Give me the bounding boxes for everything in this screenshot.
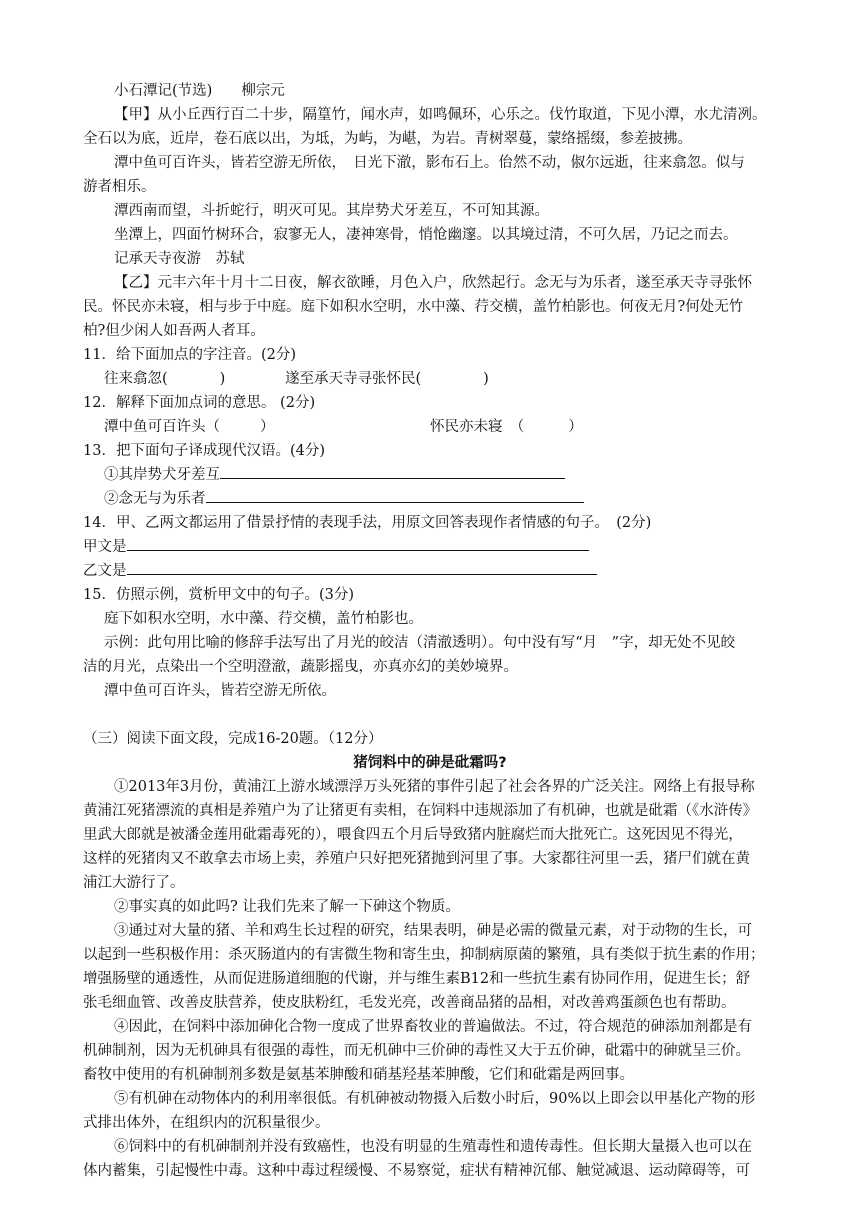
article-line: 里武大郎就是被潘金莲用砒霜毒死的），喂食四五个月后导致猪内脏腐烂而大批死亡。这死因见不得光，	[83, 827, 743, 843]
article-line: 机砷制剂，因为无机砷具有很强的毒性，而无机砷中三价砷的毒性又大于五价砷，砒霜中的砷就呈三价。	[83, 1043, 750, 1059]
article-line: 体内蓄集，引起慢性中毒。这种中毒过程缓慢、不易察觉，症状有精神沉郁、触觉减退、运动障碍等，可	[83, 1163, 750, 1179]
q15-quote: 庭下如积水空明，水中藻、荇交横，盖竹柏影也。	[104, 611, 423, 627]
article-line: 张毛细血管、改善皮肤营养，使皮肤粉红，毛发光亮，改善商品猪的品相，对改善鸡蛋颜色也有帮助。	[83, 995, 736, 1011]
article-line: ①2013年3月份，黄浦江上游水域漂浮万头死猪的事件引起了社会各界的广泛关注。网络上有报导称	[114, 779, 755, 795]
section-3-heading: （三）阅读下面文段，完成16-20题。（12分）	[83, 731, 383, 747]
q14-item-a-text: 甲文是	[83, 539, 127, 555]
article-title: 猪饲料中的砷是砒霜吗?	[353, 755, 507, 771]
q14-item-a	[83, 536, 589, 558]
question-11: 11．给下面加点的字注音。(2分)	[83, 347, 296, 363]
article-line: 黄浦江死猪漂流的真相是养殖户为了让猪更有卖相，在饲料中违规添加了有机砷，也就是砒霜（《水浒传》	[83, 803, 758, 819]
q14-item-b-text: 乙文是	[83, 563, 127, 579]
q12-item-a	[104, 416, 275, 438]
q13-item-b	[104, 488, 584, 510]
q14-answer-line-a[interactable]	[127, 536, 589, 551]
q14-answer-line-b[interactable]	[127, 560, 597, 575]
q11-item-b-text: 遂至承天寺寻张怀民(	[285, 371, 422, 387]
q12-item-a-close: ）	[260, 419, 275, 435]
passage-b-line: 民。怀民亦未寝，相与步于中庭。庭下如积水空明，水中藻、荇交横，盖竹柏影也。何夜无月?何处无竹	[83, 299, 744, 315]
passage-a-line: 游者相乐。	[83, 179, 156, 195]
question-14: 14．甲、乙两文都运用了借景抒情的表现手法，用原文回答表现作者情感的句子。 (2分)	[83, 515, 652, 531]
passage-a-line: 潭中鱼可百许头，皆若空游无所依， 日光下澈，影布石上。佁然不动，俶尔远逝，往来翕忽。似与	[114, 155, 745, 171]
article-line: ⑤有机砷在动物体内的利用率很低。有机砷被动物摄入后数小时后，90%以上即会以甲基化产物的形	[114, 1091, 756, 1107]
article-line: ④因此，在饲料中添加砷化合物一度成了世界畜牧业的普遍做法。不过，符合规范的砷添加剂都是有	[114, 1019, 752, 1035]
passage-a-title: 小石潭记(节选) 柳宗元	[114, 83, 285, 99]
q11-item-a-text: 往来翕忽(	[104, 371, 168, 387]
q12-item-b	[430, 416, 583, 438]
question-13: 13．把下面句子译成现代汉语。(4分)	[83, 443, 325, 459]
q13-item-a	[104, 464, 565, 486]
q13-item-b-text: ②念无与为乐者	[104, 491, 206, 507]
passage-b-line: 柏?但少闲人如吾两人者耳。	[83, 323, 265, 339]
q13-answer-line-b[interactable]	[206, 488, 584, 503]
article-line: 畜牧中使用的有机砷制剂多数是氨基苯胂酸和硝基羟基苯胂酸，它们和砒霜是两回事。	[83, 1067, 634, 1083]
passage-b-line: 【乙】元丰六年十月十二日夜，解衣欲睡，月色入户，欣然起行。念无与为乐者，遂至承天寺寻张怀	[114, 275, 752, 291]
question-12: 12．解释下面加点词的意思。 (2分)	[83, 395, 316, 411]
article-line: 以起到一些积极作用：杀灭肠道内的有害微生物和寄生虫，抑制病原菌的繁殖，具有类似于抗生素的作用；	[83, 947, 765, 963]
article-line: 增强肠壁的通透性，从而促进肠道细胞的代谢，并与维生素B12和一些抗生素有协同作用，促进生长；舒	[83, 971, 751, 987]
article-line: ②事实真的如此吗? 让我们先来了解一下砷这个物质。	[114, 899, 460, 915]
q15-example-line: 示例：此句用比喻的修辞手法写出了月光的皎洁（清澈透明）。句中没有写“月 ”字，却无处不见皎	[104, 635, 736, 651]
passage-a-line: 【甲】从小丘西行百二十步，隔篁竹，闻水声，如鸣佩环，心乐之。伐竹取道，下见小潭，水尤清冽。	[114, 107, 767, 123]
article-line: ③通过对大量的猪、羊和鸡生长过程的研究，结果表明，砷是必需的微量元素，对于动物的生长，可	[114, 923, 752, 939]
q12-item-b-text: 怀民亦未寝 （	[430, 419, 525, 435]
q15-task: 潭中鱼可百许头，皆若空游无所依。	[104, 683, 336, 699]
q12-item-b-close: ）	[568, 419, 583, 435]
passage-b-title: 记承天寺夜游 苏轼	[114, 251, 245, 267]
q13-item-a-text: ①其岸势犬牙差互	[104, 467, 220, 483]
question-15: 15．仿照示例，赏析甲文中的句子。(3分)	[83, 587, 354, 603]
article-line: 式排出体外，在组织内的沉积量很少。	[83, 1115, 330, 1131]
passage-a-line: 全石以为底，近岸，卷石底以出，为坻，为屿，为嵁，为岩。青树翠蔓，蒙络摇缀，参差披拂。	[83, 131, 692, 147]
passage-a-line: 坐潭上，四面竹树环合，寂寥无人，凄神寒骨，悄怆幽邃。以其境过清，不可久居，乃记之而去。	[114, 227, 738, 243]
q11-item-b-close: )	[483, 371, 489, 387]
article-line: ⑥饲料中的有机砷制剂并没有致癌性，也没有明显的生殖毒性和遗传毒性。但长期大量摄入也可以在	[114, 1139, 752, 1155]
q14-item-b	[83, 560, 597, 582]
q11-item-a-close: )	[219, 371, 226, 387]
q15-example-line: 洁的月光，点染出一个空明澄澈，蔬影摇曳，亦真亦幻的美妙境界。	[83, 659, 518, 675]
q11-item-a	[104, 368, 225, 390]
article-line: 浦江大游行了。	[83, 875, 185, 891]
q11-item-b	[285, 368, 489, 390]
q13-answer-line-a[interactable]	[220, 464, 565, 479]
q12-item-a-text: 潭中鱼可百许头（	[104, 419, 220, 435]
article-line: 这样的死猪肉又不敢拿去市场上卖，养殖户只好把死猪抛到河里了事。大家都往河里一丢，猪尸们就在黄	[83, 851, 750, 867]
passage-a-line: 潭西南而望，斗折蛇行，明灭可见。其岸势犬牙差互，不可知其源。	[114, 203, 549, 219]
